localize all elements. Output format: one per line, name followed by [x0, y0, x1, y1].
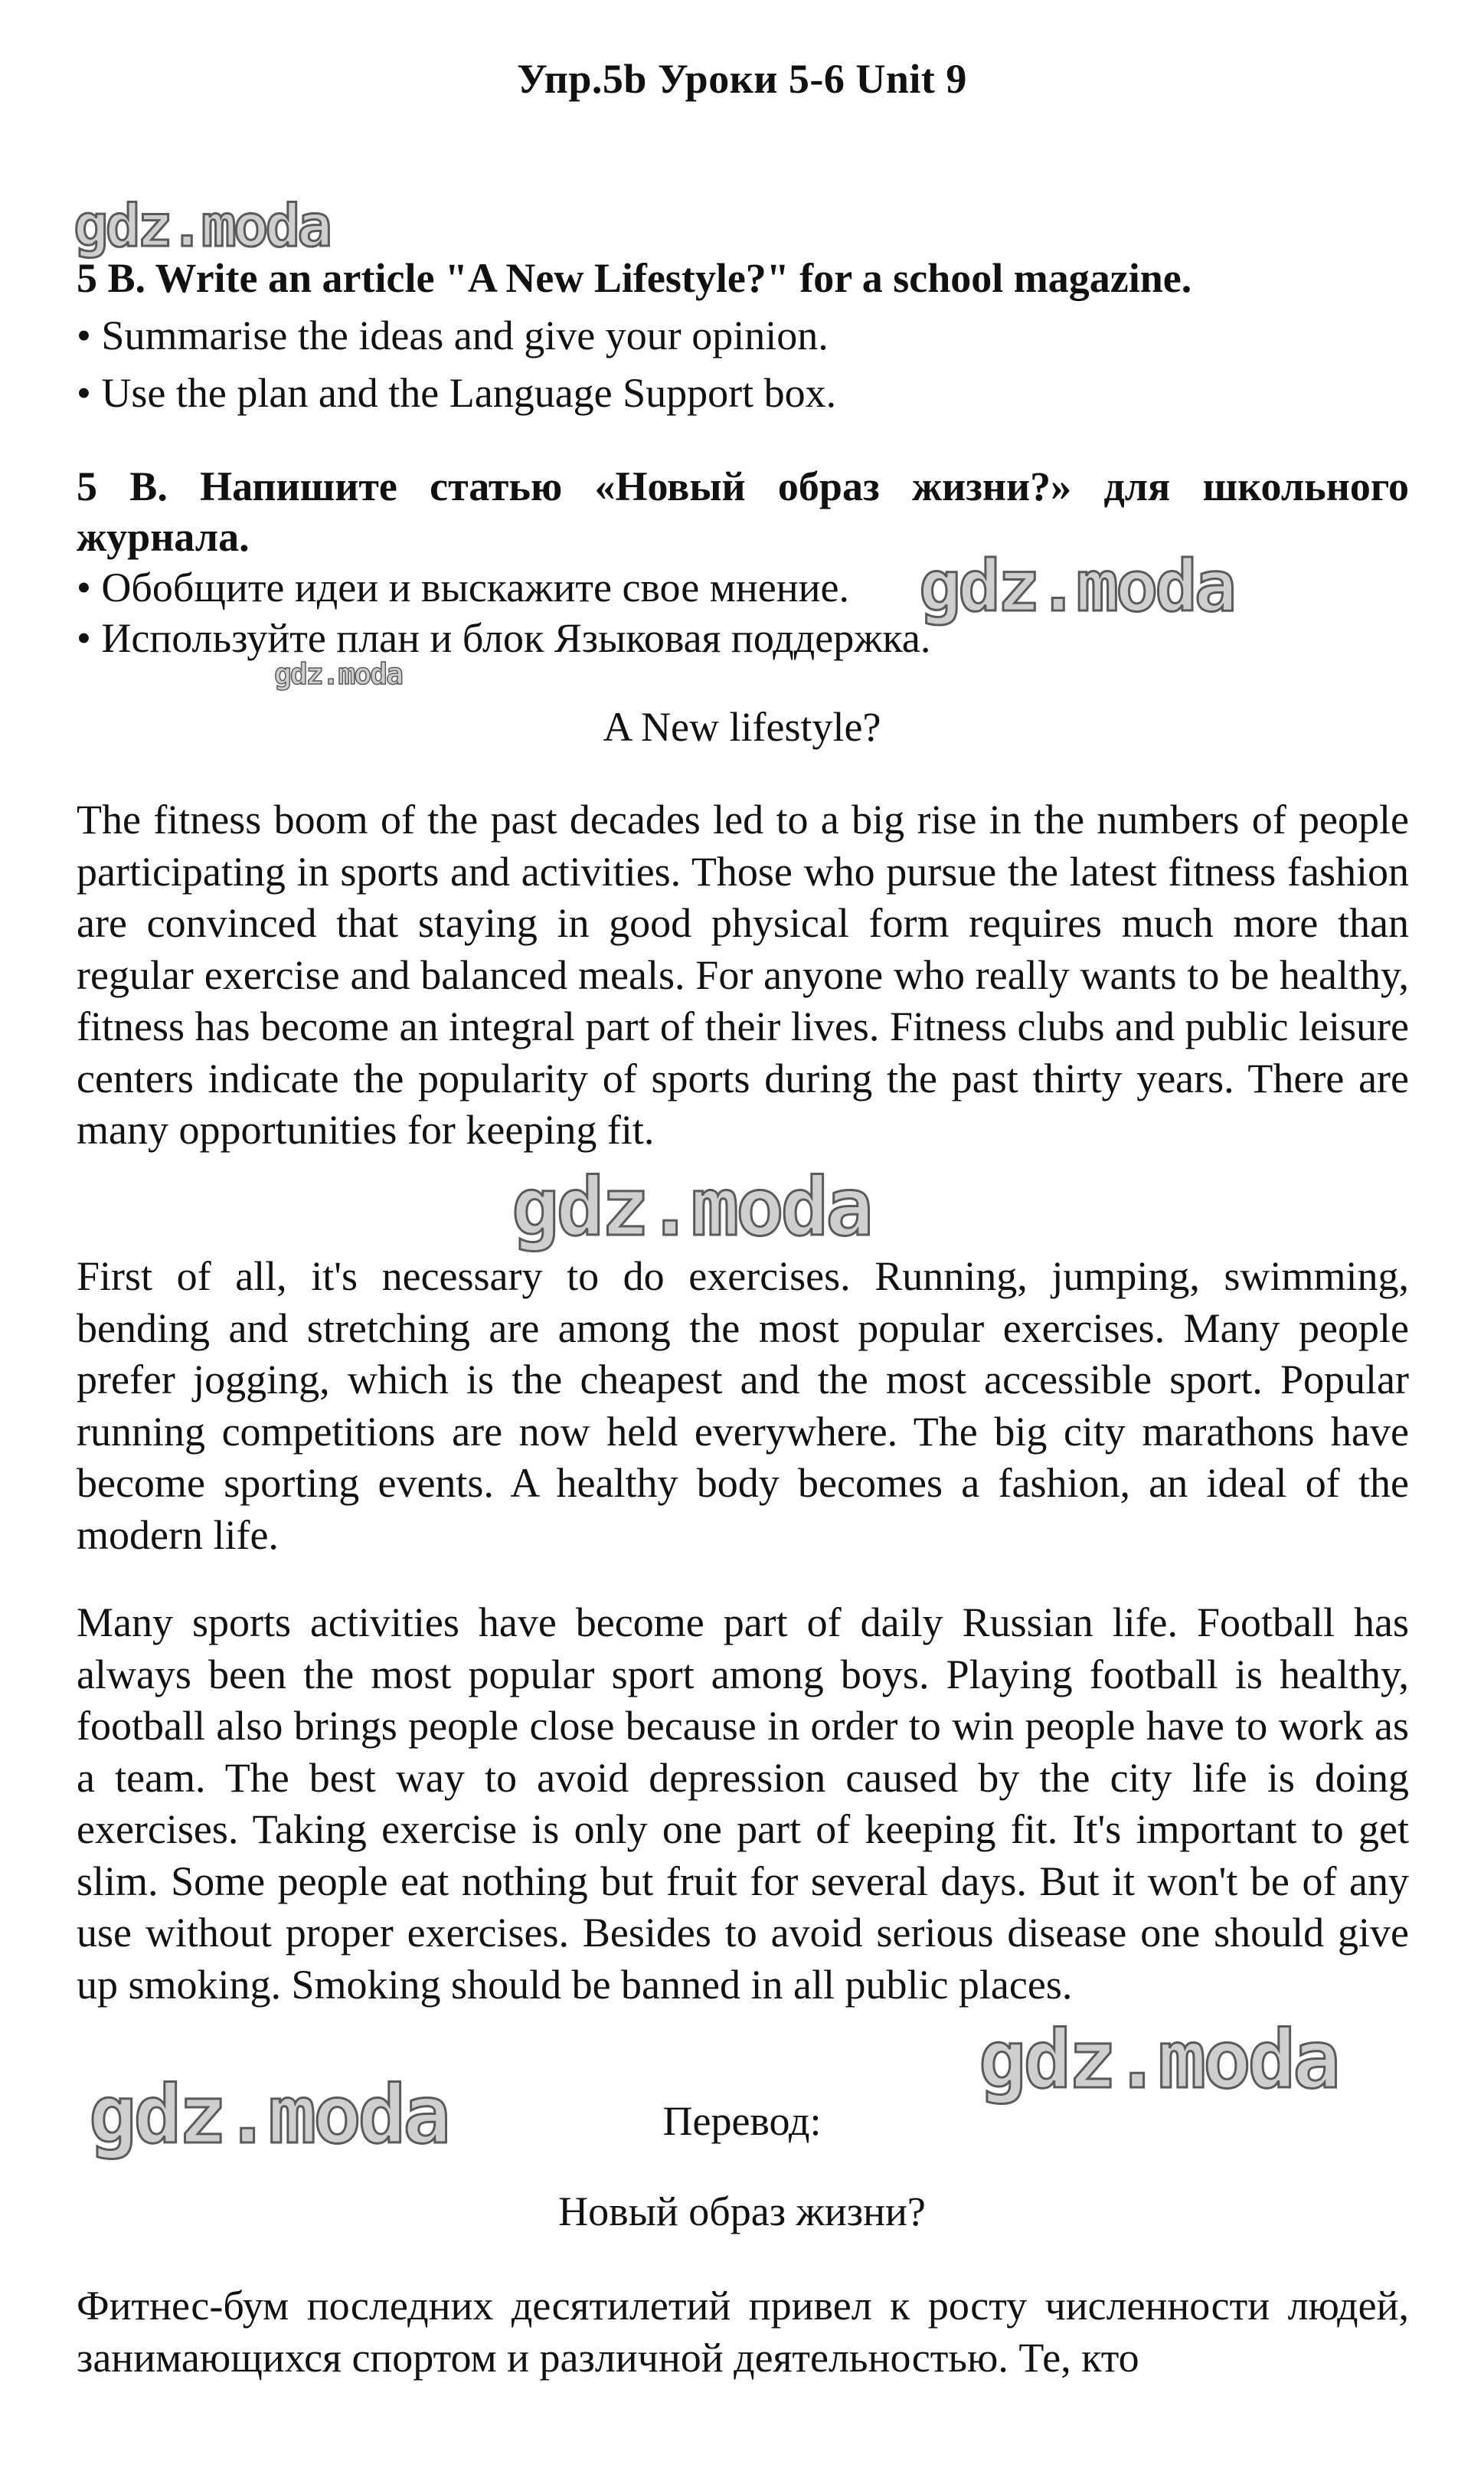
- page-title: Упр.5b Уроки 5-6 Unit 9: [517, 56, 967, 102]
- watermark-logo: gdz.moda: [274, 657, 403, 691]
- translation-title: Новый образ жизни?: [558, 2188, 926, 2234]
- article-paragraph-2: First of all, it's necessary to do exercises. Running, jumping, swimming, bending and stretching are among the most popular exercises. Many people prefer jogging, which is the cheapest and the most accessible sport. Popular running competitions are now held everywhere. The big city marathons have become sporting events. A healthy body becomes a fashion, an ideal of the modern life.: [77, 1253, 1409, 1558]
- article-title: A New lifestyle?: [603, 704, 881, 750]
- task-english-bullet-2: • Use the plan and the Language Support box.: [77, 370, 837, 416]
- watermark-logo: gdz.moda: [919, 545, 1234, 627]
- translation-paragraph-1: Фитнес-бум последних десятилетий привел к росту численности людей, занимающихся спортом и различной деятельностью. Те, кто: [77, 2283, 1409, 2381]
- watermark-logo: gdz.moda: [512, 1160, 871, 1254]
- article-paragraph-3: Many sports activities have become part of daily Russian life. Football has always been the most popular sport among boys. Playing football is healthy, football also brings people close because in order to win people have to work as a team. The best way to avoid depression caused by the city life is doing exercises. Taking exercise is only one part of keeping fit. It's important to get slim. Some people eat nothing but fruit for several days. But it won't be of any use without proper exercises. Besides to avoid serious disease one should give up smoking. Smoking should be banned in all public places.: [77, 1599, 1409, 2008]
- translation-label: Перевод:: [662, 2098, 822, 2144]
- watermark-logo: gdz.moda: [979, 2013, 1338, 2106]
- watermark-logo: gdz.moda: [89, 2068, 448, 2162]
- task-english-bullet-1: • Summarise the ideas and give your opinion.: [77, 313, 829, 358]
- article-paragraph-1: The fitness boom of the past decades led to a big rise in the numbers of people participating in sports and activities. Those who pursue the latest fitness fashion are convinced that staying in good physical form requires much more than regular exercise and balanced meals. For anyone who really wants to be healthy, fitness has become an integral part of their lives. Fitness clubs and public leisure centers indicate the popularity of sports during the past thirty years. There are many opportunities for keeping fit.: [77, 797, 1409, 1153]
- task-russian-bullet-2: • Используйте план и блок Языковая поддержка.: [77, 615, 931, 661]
- task-russian-title-line-1: 5 B. Напишите статью «Новый образ жизни?» для школьного: [77, 463, 1409, 509]
- task-english-title: 5 B. Write an article "A New Lifestyle?" for a school magazine.: [77, 255, 1192, 301]
- task-english: [77, 253, 1409, 419]
- task-russian-title-line-2: журнала.: [77, 514, 250, 560]
- task-russian-bullet-1: • Обобщите идеи и выскажите свое мнение.: [77, 565, 849, 610]
- watermark-logo: gdz.moda: [74, 191, 330, 260]
